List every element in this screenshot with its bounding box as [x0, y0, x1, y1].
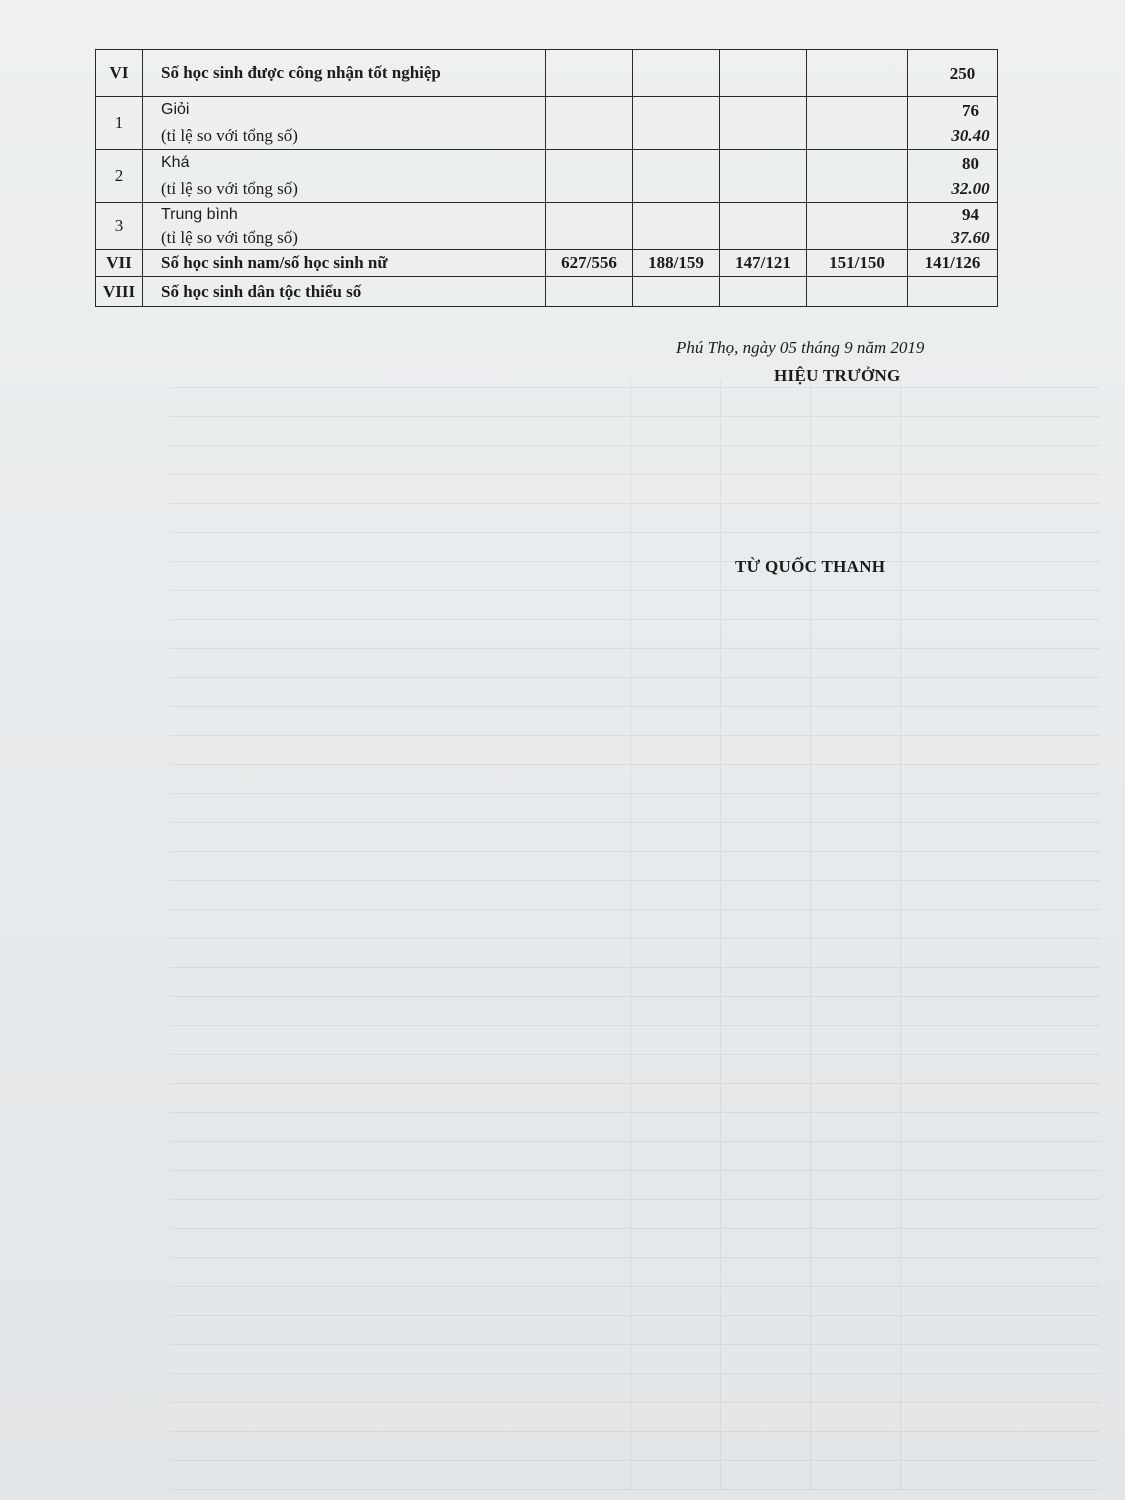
- value-cell-total: [546, 203, 633, 250]
- row-label-note: (tỉ lệ so với tổng số): [161, 126, 298, 145]
- value-cell-grade-1: [633, 203, 720, 250]
- value-cell-grade-3: [807, 150, 908, 203]
- value-cell-grade-4: [908, 277, 998, 307]
- row-label: [143, 150, 546, 203]
- row-label: Số học sinh được công nhận tốt nghiệp: [143, 50, 546, 97]
- table-row-vii: [96, 250, 998, 277]
- value-cell-total: [546, 150, 633, 203]
- row-number: VIII: [96, 277, 143, 307]
- row-label: Số học sinh nam/số học sinh nữ: [143, 250, 546, 277]
- value-cell-grade-3: 151/150: [807, 250, 908, 277]
- row-number: VII: [96, 250, 143, 277]
- value-cell-grade-2: [720, 50, 807, 97]
- row-label-main: Khá: [161, 154, 190, 171]
- count-value: 76: [962, 101, 979, 120]
- value-cell-grade-4: 141/126: [908, 250, 998, 277]
- row-label-main: Giỏi: [161, 101, 190, 118]
- percent-value: 37.60: [951, 228, 990, 247]
- percent-value: 30.40: [951, 126, 990, 145]
- row-label: Số học sinh dân tộc thiểu số: [143, 277, 546, 307]
- row-number: 1: [96, 97, 143, 150]
- row-number: VI: [96, 50, 143, 97]
- table-row-viii: [96, 277, 998, 307]
- table-row-trung-binh: [96, 203, 998, 250]
- statistics-table: [95, 49, 998, 307]
- value-cell-grade-4: [908, 150, 998, 203]
- row-number: 2: [96, 150, 143, 203]
- value-cell-total: 627/556: [546, 250, 633, 277]
- value-cell-grade-4: 250: [908, 50, 998, 97]
- value-cell-grade-1: [633, 277, 720, 307]
- signatory-name: TỪ QUỐC THANH: [735, 557, 886, 576]
- value-cell-total: [546, 97, 633, 150]
- value-cell-grade-4: [908, 97, 998, 150]
- table-row-gioi: [96, 97, 998, 150]
- value-cell-total: [546, 277, 633, 307]
- value-cell-grade-1: [633, 150, 720, 203]
- table-row-vi: [96, 50, 998, 97]
- value-cell-grade-2: [720, 97, 807, 150]
- percent-value: 32.00: [951, 179, 990, 198]
- value-cell-grade-3: [807, 203, 908, 250]
- value-cell-grade-3: [807, 277, 908, 307]
- value-cell-grade-2: [720, 277, 807, 307]
- signature-title: HIỆU TRƯỞNG: [774, 366, 901, 385]
- row-number: 3: [96, 203, 143, 250]
- row-label-note: (tỉ lệ so với tổng số): [161, 179, 298, 198]
- value-cell-grade-1: 188/159: [633, 250, 720, 277]
- value-cell-grade-4: [908, 203, 998, 250]
- bleed-through-grid: [170, 380, 1100, 1490]
- signature-date: Phú Thọ, ngày 05 tháng 9 năm 2019: [676, 338, 925, 357]
- count-value: 94: [962, 205, 979, 224]
- table-row-kha: [96, 150, 998, 203]
- value-cell-grade-2: [720, 150, 807, 203]
- value-cell-grade-3: [807, 50, 908, 97]
- count-value: 80: [962, 154, 979, 173]
- row-label: [143, 203, 546, 250]
- value-cell-grade-2: 147/121: [720, 250, 807, 277]
- value-cell-total: [546, 50, 633, 97]
- value-cell-grade-3: [807, 97, 908, 150]
- value-cell-grade-1: [633, 50, 720, 97]
- value-cell-grade-2: [720, 203, 807, 250]
- value-cell-grade-1: [633, 97, 720, 150]
- row-label-main: Trung bình: [161, 206, 238, 223]
- row-label-note: (tỉ lệ so với tổng số): [161, 228, 298, 247]
- row-label: [143, 97, 546, 150]
